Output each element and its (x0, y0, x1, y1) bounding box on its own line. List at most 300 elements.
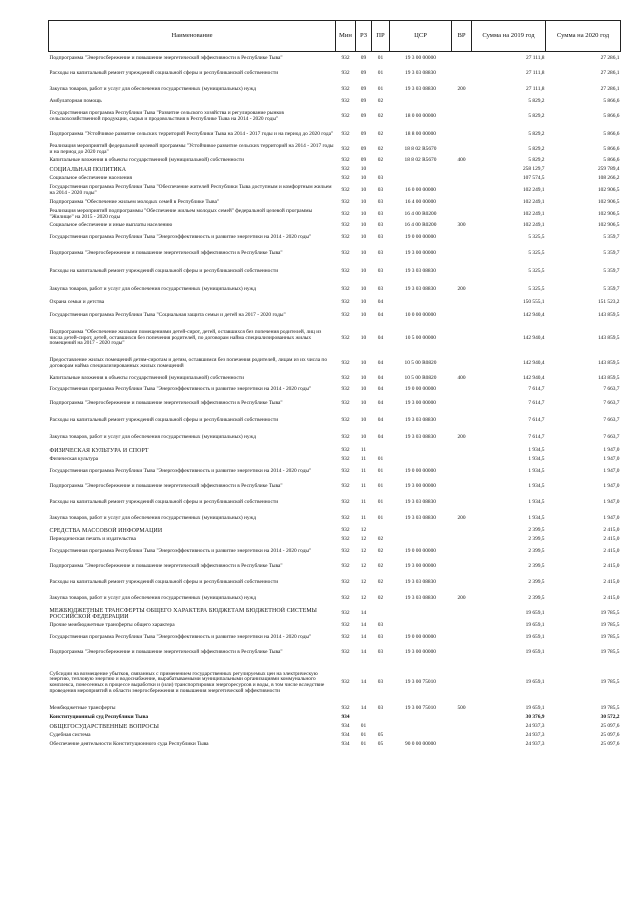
row-sum-2020: 5 866,6 (603, 145, 620, 152)
row-csr: 10 5 00 00000 (405, 334, 436, 341)
row-sum-2019: 2 399,5 (528, 527, 545, 534)
row-pr: 01 (377, 482, 384, 489)
row-vr (452, 575, 472, 591)
row-rz: 10 (360, 222, 367, 229)
table-row (49, 82, 621, 98)
row-min: 932 (341, 311, 350, 318)
row-rz: 14 (360, 649, 367, 656)
header-vr: ВР (452, 21, 472, 52)
row-sum-2019: 5 325,5 (528, 249, 545, 256)
table-row (49, 128, 621, 143)
row-sum-2020: 5 359,7 (603, 249, 620, 256)
row-vr (452, 645, 472, 662)
row-name: Подпрограмма "Энергосбережение и повышение энергетической эффективности в Республике Тыва" (49, 482, 283, 489)
table-row (49, 384, 621, 396)
row-sum-2020: 27 286,1 (600, 85, 620, 92)
row-csr: 19 3 00 00000 (405, 482, 436, 489)
row-csr (390, 607, 452, 622)
row-min: 932 (341, 175, 350, 182)
row-sum-2020: 5 866,6 (603, 157, 620, 164)
row-name: Расходы на капитальный ремонт учреждений социальной сферы и республиканской собственности (49, 578, 279, 585)
row-sum-2020: 27 286,1 (600, 54, 620, 61)
row-sum-2020: 19 785,5 (600, 649, 620, 656)
row-csr (390, 714, 452, 723)
row-pr: 03 (377, 705, 384, 712)
row-name: Закупка товаров, работ и услуг для обеспечения государственных (муниципальных) нужд (49, 514, 257, 521)
table-row (49, 66, 621, 82)
row-rz: 09 (360, 145, 367, 152)
row-vr (452, 456, 472, 465)
row-sum-2020: 1 947,0 (603, 498, 620, 505)
table-row (49, 354, 621, 375)
row-sum-2019: 7 614,7 (528, 434, 545, 441)
row-rz: 12 (360, 594, 367, 601)
row-min: 932 (341, 705, 350, 712)
row-pr: 02 (377, 562, 384, 569)
row-pr: 04 (377, 360, 384, 367)
row-min: 932 (341, 562, 350, 569)
row-rz: 09 (360, 98, 367, 105)
row-sum-2020: 19 785,5 (600, 633, 620, 640)
row-rz: 10 (360, 199, 367, 206)
row-name: Подпрограмма "Энергосбережение и повышение энергетической эффективности в Республике Тыва" (49, 400, 283, 407)
row-name: Периодическая печать и издательства (49, 536, 136, 543)
row-min: 932 (341, 131, 350, 138)
row-pr: 04 (377, 400, 384, 407)
row-rz: 10 (360, 267, 367, 274)
row-name: МЕЖБЮДЖЕТНЫЕ ТРАНСФЕРТЫ ОБЩЕГО ХАРАКТЕРА БЮДЖЕТАМ БЮДЖЕТНОЙ СИСТЕМЫ РОССИЙСКОЙ ФЕДЕРАЦИИ (49, 607, 318, 620)
row-sum-2020: 5 359,7 (603, 285, 620, 292)
row-sum-2019: 19 659,1 (525, 705, 545, 712)
row-csr (390, 536, 452, 545)
row-sum-2020: 2 415,0 (603, 578, 620, 585)
row-min: 932 (341, 249, 350, 256)
row-rz: 11 (360, 514, 367, 521)
row-vr (452, 98, 472, 107)
row-sum-2020: 102 906,5 (597, 199, 620, 206)
row-pr: 02 (377, 145, 384, 152)
row-rz: 11 (360, 498, 367, 505)
row-csr: 19 3 03 08830 (405, 498, 436, 505)
row-pr: 02 (377, 113, 384, 120)
row-vr (452, 396, 472, 413)
table-row (49, 465, 621, 479)
row-csr: 19 3 00 00000 (405, 249, 436, 256)
header-pr: ПР (372, 21, 390, 52)
row-rz: 01 (360, 741, 367, 748)
row-pr: 02 (377, 536, 384, 543)
row-csr (390, 166, 452, 175)
table-row (49, 199, 621, 208)
row-name: Охрана семьи и детства (49, 299, 105, 306)
row-rz: 11 (360, 482, 367, 489)
row-sum-2020: 5 866,6 (603, 131, 620, 138)
table-row (49, 208, 621, 222)
row-vr (452, 495, 472, 511)
row-sum-2020: 30 572,2 (600, 714, 620, 721)
row-name: Подпрограмма "Устойчивое развитие сельских территорий Республики Тыва на 2014 - 2017 годы и на период до 2020 года" (49, 131, 334, 138)
row-vr (452, 732, 472, 741)
row-csr: 18 8 02 R5670 (404, 157, 437, 164)
row-sum-2020: 1 947,0 (603, 456, 620, 463)
row-vr (452, 536, 472, 545)
row-name: Подпрограмма "Энергосбережение и повышение энергетической эффективности в Республике Тыва" (49, 562, 283, 569)
row-pr: 03 (377, 249, 384, 256)
row-name: Подпрограмма "Энергосбережение и повышение энергетической эффективности в Республике Тыва" (49, 649, 283, 656)
row-pr: 03 (377, 187, 384, 194)
row-rz: 10 (360, 166, 367, 173)
table-row (49, 645, 621, 662)
row-sum-2020: 1 947,0 (603, 482, 620, 489)
row-pr (372, 447, 390, 456)
row-min: 932 (341, 113, 350, 120)
row-name: Государственная программа Республики Тыва "Социальная защита семьи и детей на 2017 - 2020 годы" (49, 311, 286, 318)
row-min: 932 (341, 622, 350, 629)
row-name: Судебная система (49, 732, 91, 739)
row-csr: 19 3 03 08830 (405, 514, 436, 521)
table-row (49, 723, 621, 732)
row-rz: 10 (360, 249, 367, 256)
row-rz: 10 (360, 400, 367, 407)
row-sum-2019: 5 829,2 (528, 98, 545, 105)
table-row (49, 324, 621, 354)
table-row (49, 607, 621, 622)
row-sum-2020: 102 906,5 (597, 187, 620, 194)
row-name: Физическая культура (49, 456, 99, 463)
row-pr: 03 (377, 622, 384, 629)
row-rz: 10 (360, 210, 367, 217)
header-rz: РЗ (356, 21, 372, 52)
row-min: 932 (341, 360, 350, 367)
row-sum-2020: 27 286,1 (600, 69, 620, 76)
row-rz: 09 (360, 69, 367, 76)
row-sum-2019: 5 829,2 (528, 113, 545, 120)
row-sum-2020: 19 785,5 (600, 610, 620, 617)
row-sum-2020: 108 266,2 (597, 175, 620, 182)
row-sum-2020: 7 663,7 (603, 434, 620, 441)
row-name: ОБЩЕГОСУДАРСТВЕННЫЕ ВОПРОСЫ (49, 723, 159, 730)
row-min: 932 (341, 467, 350, 474)
row-vr (452, 714, 472, 723)
table-row (49, 299, 621, 308)
row-sum-2019: 27 111,8 (526, 54, 545, 61)
row-sum-2019: 19 659,1 (525, 622, 545, 629)
row-vr: 200 (457, 434, 466, 441)
row-min: 932 (341, 199, 350, 206)
row-csr (390, 622, 452, 631)
row-sum-2019: 1 934,5 (528, 456, 545, 463)
table-row (49, 732, 621, 741)
row-pr: 04 (377, 434, 384, 441)
row-sum-2019: 1 934,5 (528, 482, 545, 489)
table-row (49, 714, 621, 723)
table-header (49, 21, 621, 52)
row-sum-2019: 1 934,5 (528, 467, 545, 474)
row-min: 934 (341, 714, 350, 721)
row-csr (390, 447, 452, 456)
row-vr (452, 324, 472, 354)
row-vr (452, 384, 472, 396)
row-rz: 11 (360, 467, 367, 474)
row-min: 932 (341, 166, 350, 173)
row-pr: 04 (377, 375, 384, 382)
row-min: 932 (341, 447, 350, 454)
row-sum-2020: 7 663,7 (603, 400, 620, 407)
row-name: СОЦИАЛЬНАЯ ПОЛИТИКА (49, 166, 127, 173)
row-min: 932 (341, 334, 350, 341)
row-pr (372, 723, 390, 732)
row-csr: 16 4 00 00000 (405, 199, 436, 206)
row-sum-2019: 142 940,4 (522, 311, 545, 318)
table-row (49, 308, 621, 324)
table-row (49, 456, 621, 465)
row-sum-2019: 102 249,1 (522, 199, 545, 206)
row-csr: 19 0 00 00000 (405, 233, 436, 240)
row-csr (390, 527, 452, 536)
row-sum-2019: 102 249,1 (522, 222, 545, 229)
row-sum-2019: 19 659,1 (525, 649, 545, 656)
table-row (49, 245, 621, 263)
row-csr: 19 3 03 08830 (405, 285, 436, 292)
row-rz: 11 (360, 456, 367, 463)
row-sum-2019: 2 399,5 (528, 578, 545, 585)
row-pr (372, 166, 390, 175)
row-csr: 10 5 00 R0820 (404, 360, 437, 367)
row-csr: 16 4 00 R0200 (404, 210, 437, 217)
table-row (49, 545, 621, 559)
row-vr (452, 723, 472, 732)
table-body (49, 52, 621, 750)
table-row (49, 591, 621, 607)
row-min: 932 (341, 633, 350, 640)
table-row (49, 631, 621, 645)
row-min: 932 (341, 222, 350, 229)
row-pr: 01 (377, 69, 384, 76)
row-min: 932 (341, 578, 350, 585)
row-pr: 02 (377, 547, 384, 554)
row-min: 932 (341, 536, 350, 543)
row-pr: 02 (377, 578, 384, 585)
row-sum-2020: 19 785,5 (600, 679, 620, 686)
table-row (49, 98, 621, 107)
row-sum-2020: 5 866,6 (603, 113, 620, 120)
row-name: Расходы на капитальный ремонт учреждений социальной сферы и республиканской собственности (49, 69, 279, 76)
row-vr (452, 622, 472, 631)
row-name: Расходы на капитальный ремонт учреждений социальной сферы и республиканской собственности (49, 498, 279, 505)
row-name: Социальное обеспечение населения (49, 175, 133, 182)
row-name: Капитальные вложения в объекты государственной (муниципальной) собственности (49, 375, 244, 382)
row-sum-2020: 102 906,5 (597, 222, 620, 229)
table-row (49, 495, 621, 511)
row-vr (452, 299, 472, 308)
row-vr (452, 66, 472, 82)
table-row (49, 222, 621, 231)
header-min: Мин (336, 21, 356, 52)
row-min: 932 (341, 482, 350, 489)
table-row (49, 175, 621, 184)
row-rz: 14 (360, 705, 367, 712)
row-pr: 01 (377, 456, 384, 463)
row-sum-2020: 7 663,7 (603, 417, 620, 424)
budget-table (48, 20, 621, 750)
row-name: Закупка товаров, работ и услуг для обеспечения государственных (муниципальных) нужд (49, 594, 257, 601)
row-min: 932 (341, 210, 350, 217)
row-min: 934 (341, 741, 350, 748)
row-rz: 12 (360, 547, 367, 554)
row-vr (452, 52, 472, 66)
table-row (49, 705, 621, 714)
row-name: Социальное обеспечение и иные выплаты населению (49, 222, 173, 229)
row-vr (452, 479, 472, 495)
row-csr: 19 3 03 08830 (405, 417, 436, 424)
row-sum-2020: 19 785,5 (600, 622, 620, 629)
row-vr: 200 (457, 285, 466, 292)
row-pr: 02 (377, 594, 384, 601)
table-row (49, 107, 621, 128)
row-pr: 03 (377, 633, 384, 640)
row-sum-2019: 19 659,1 (525, 679, 545, 686)
row-name: Государственная программа Республики Тыва "Обеспечение жителей Республики Тыва доступным и комфортным жильем на 2014 - 2020 годы" (49, 184, 332, 196)
row-vr: 200 (457, 514, 466, 521)
row-min: 932 (341, 610, 350, 617)
row-sum-2020: 2 415,0 (603, 594, 620, 601)
row-sum-2020: 1 947,0 (603, 467, 620, 474)
row-name: ФИЗИЧЕСКАЯ КУЛЬТУРА И СПОРТ (49, 447, 149, 454)
row-sum-2019: 19 659,1 (525, 610, 545, 617)
row-rz: 01 (360, 732, 367, 739)
row-sum-2020: 259 789,4 (597, 166, 620, 173)
row-sum-2020: 143 859,5 (597, 334, 620, 341)
row-sum-2019: 142 940,4 (522, 360, 545, 367)
row-rz: 10 (360, 285, 367, 292)
row-rz: 10 (360, 360, 367, 367)
row-sum-2019: 1 934,5 (528, 514, 545, 521)
row-pr (372, 607, 390, 622)
row-rz: 12 (360, 536, 367, 543)
row-sum-2020: 1 947,0 (603, 447, 620, 454)
table-row (49, 231, 621, 245)
row-vr (452, 662, 472, 705)
row-name: Предоставление жилых помещений детям-сиротам и детям, оставшимся без попечения родителей, лицам из их числа по договорам найма специализированных жилых помещений (49, 357, 328, 369)
row-vr (452, 527, 472, 536)
row-rz: 09 (360, 85, 367, 92)
row-vr (452, 128, 472, 143)
table-row (49, 375, 621, 384)
row-rz: 10 (360, 334, 367, 341)
table-row (49, 559, 621, 575)
table-row (49, 157, 621, 166)
table-row (49, 622, 621, 631)
row-csr: 19 3 00 00000 (405, 562, 436, 569)
header-name: Наименование (49, 21, 336, 52)
row-sum-2019: 102 249,1 (522, 187, 545, 194)
row-sum-2019: 24 937,3 (525, 741, 545, 748)
row-vr (452, 308, 472, 324)
row-sum-2019: 142 940,4 (522, 375, 545, 382)
row-pr: 01 (377, 85, 384, 92)
row-rz (356, 714, 372, 723)
row-sum-2020: 2 415,0 (603, 562, 620, 569)
row-sum-2019: 19 659,1 (525, 633, 545, 640)
header-csr: ЦСР (390, 21, 452, 52)
row-csr: 19 3 03 08830 (405, 578, 436, 585)
row-rz: 09 (360, 157, 367, 164)
row-sum-2019: 5 829,2 (528, 145, 545, 152)
row-sum-2019: 2 399,5 (528, 594, 545, 601)
row-name: Реализация мероприятий подпрограммы "Обеспечение жильем молодых семей" федеральной целевой программы "Жилище" на 2015 - 2020 годы (49, 207, 313, 220)
row-sum-2019: 2 399,5 (528, 536, 545, 543)
row-pr: 01 (377, 514, 384, 521)
row-pr: 04 (377, 311, 384, 318)
row-csr: 19 0 00 00000 (405, 633, 436, 640)
row-pr: 04 (377, 385, 384, 392)
row-csr: 19 3 00 00000 (405, 400, 436, 407)
row-csr: 19 3 00 75010 (405, 705, 436, 712)
row-rz: 12 (360, 527, 367, 534)
row-csr: 18 8 02 R5670 (404, 145, 437, 152)
row-pr: 03 (377, 267, 384, 274)
row-csr: 19 3 03 08830 (405, 69, 436, 76)
row-min: 934 (341, 732, 350, 739)
row-min: 932 (341, 400, 350, 407)
row-sum-2019: 258 129,7 (522, 166, 545, 173)
row-name: Реализация мероприятий федеральной целевой программы "Устойчивое развитие сельских территорий на 2014 - 2017 годы и на период до 2020 года" (49, 142, 334, 155)
row-min: 932 (341, 498, 350, 505)
row-sum-2019: 2 399,5 (528, 547, 545, 554)
table-row (49, 741, 621, 750)
row-rz: 10 (360, 417, 367, 424)
table-row (49, 184, 621, 199)
row-vr (452, 199, 472, 208)
row-pr: 03 (377, 210, 384, 217)
row-min: 932 (341, 594, 350, 601)
row-pr: 01 (377, 54, 384, 61)
row-min: 932 (341, 456, 350, 463)
row-name: СРЕДСТВА МАССОВОЙ ИНФОРМАЦИИ (49, 527, 163, 534)
row-sum-2020: 25 097,6 (600, 723, 620, 730)
row-csr: 19 3 03 08830 (405, 85, 436, 92)
row-sum-2019: 30 376,9 (525, 714, 545, 721)
row-min: 932 (341, 98, 350, 105)
row-csr (390, 456, 452, 465)
row-vr: 200 (457, 594, 466, 601)
row-vr: 400 (457, 157, 466, 164)
row-pr: 03 (377, 175, 384, 182)
row-pr: 05 (377, 741, 384, 748)
table-row (49, 479, 621, 495)
row-sum-2019: 5 829,2 (528, 131, 545, 138)
row-rz: 14 (360, 622, 367, 629)
row-min: 932 (341, 187, 350, 194)
row-vr: 500 (457, 705, 466, 712)
row-csr: 19 0 00 00000 (405, 385, 436, 392)
row-rz: 11 (360, 447, 367, 454)
row-min: 932 (341, 299, 350, 306)
row-name: Субсидии на возмещение убытков, связанных с применением государственных регулируемых цен на электрическую энергию, тепловую энергию и водоснабжение, вырабатываемыми муниципальными организациями коммунального комплекса, понесенных в процессе выработки и (или) транспортировки энергоресурсов и воды, в том числе вследствие проведения мероприятий в области энергосбережения и повышения энергетической эффективности (49, 670, 325, 694)
row-sum-2019: 5 829,2 (528, 157, 545, 164)
row-rz: 10 (360, 385, 367, 392)
row-rz: 09 (360, 131, 367, 138)
row-sum-2020: 5 359,7 (603, 233, 620, 240)
row-sum-2020: 102 906,5 (597, 210, 620, 217)
row-vr: 400 (457, 375, 466, 382)
row-min: 934 (341, 723, 350, 730)
row-sum-2019: 1 934,5 (528, 498, 545, 505)
row-csr (390, 98, 452, 107)
row-csr: 19 0 00 00000 (405, 467, 436, 474)
row-min: 932 (341, 285, 350, 292)
table-row (49, 536, 621, 545)
